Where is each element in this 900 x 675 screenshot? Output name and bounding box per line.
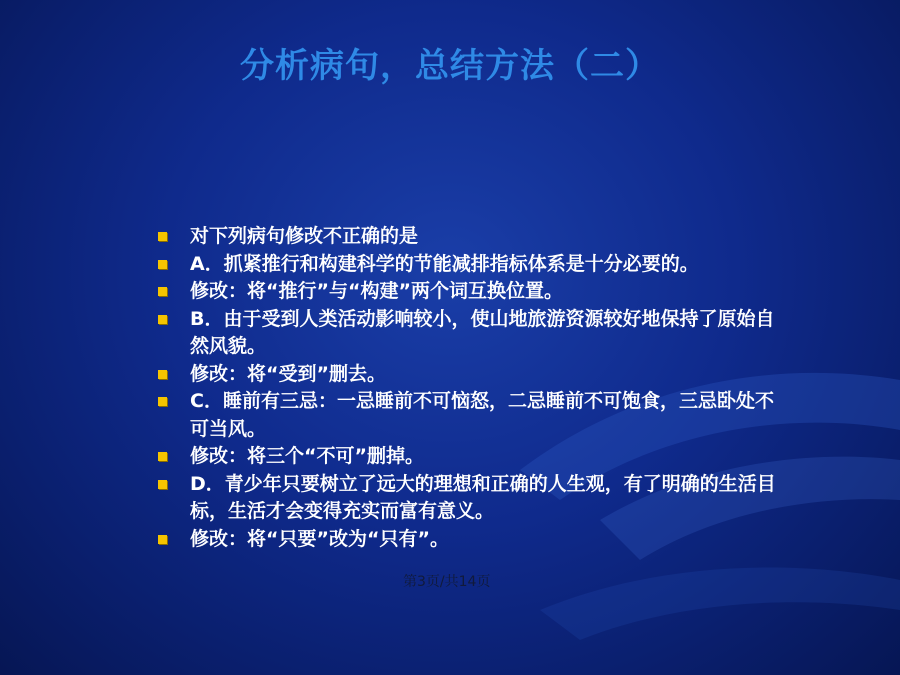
item-text: 修改：将“受到”删去。	[190, 362, 386, 385]
square-bullet-icon	[158, 397, 167, 406]
square-bullet-icon	[158, 315, 167, 324]
item-text: C．睡前有三忌：一忌睡前不可恼怒，二忌睡前不可饱食，三忌卧处不可当风。	[190, 390, 774, 440]
item-text: 修改：将“推行”与“构建”两个词互换位置。	[190, 280, 563, 302]
page-number: 第3页/共14页	[403, 574, 491, 590]
list-item	[158, 443, 778, 471]
item-text: 修改：将三个“不可”删掉。	[190, 445, 424, 467]
square-bullet-icon	[158, 287, 167, 296]
list-item	[158, 278, 778, 306]
square-bullet-icon	[158, 260, 167, 269]
slide-title: 分析病句，总结方法（二）	[240, 46, 660, 86]
square-bullet-icon	[158, 480, 167, 489]
list-item	[158, 306, 778, 361]
list-item	[158, 223, 778, 251]
item-text: A．抓紧推行和构建科学的节能减排指标体系是十分必要的。	[190, 252, 699, 275]
item-text: 对下列病句修改不正确的是	[190, 225, 419, 247]
square-bullet-icon	[158, 370, 167, 379]
list-item	[158, 361, 778, 389]
square-bullet-icon	[158, 452, 167, 461]
list-item	[158, 388, 778, 443]
item-text: D．青少年只要树立了远大的理想和正确的人生观，有了明确的生活目标，生活才会变得充实而富有意义。	[190, 472, 776, 522]
list-item	[158, 471, 778, 526]
square-bullet-icon	[158, 535, 167, 544]
list-item	[158, 251, 778, 279]
bullet-list	[158, 223, 778, 553]
square-bullet-icon	[158, 232, 167, 241]
item-text: 修改：将“只要”改为“只有”。	[190, 527, 449, 550]
item-text: B．由于受到人类活动影响较小，使山地旅游资源较好地保持了原始自然风貌。	[190, 307, 775, 357]
list-item	[158, 526, 778, 554]
